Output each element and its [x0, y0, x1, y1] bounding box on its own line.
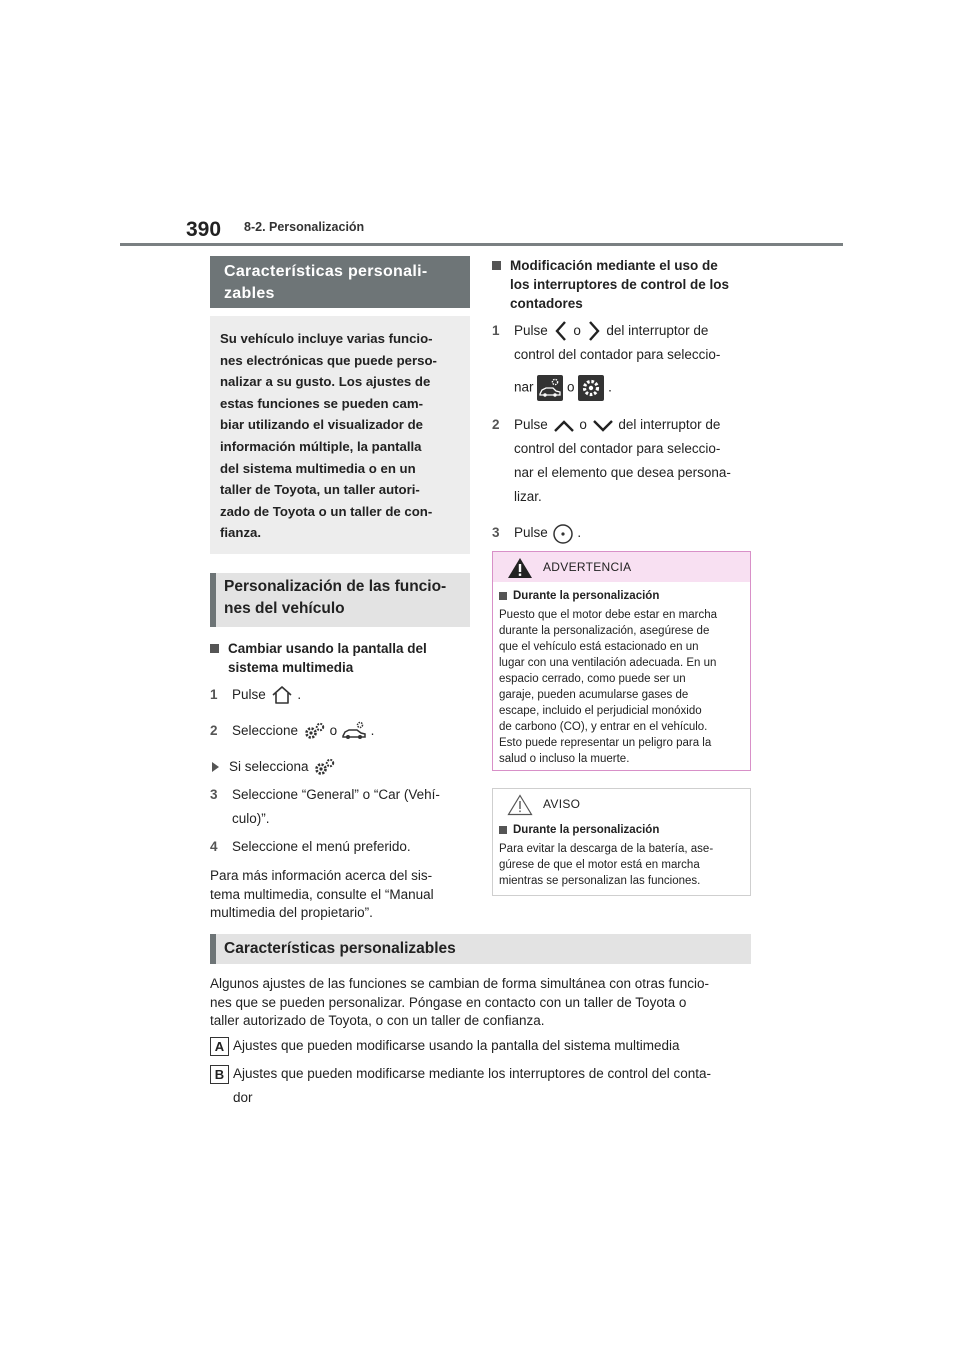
step-text-or: o: [579, 417, 587, 433]
multimedia-note: Para más información acerca del sis- tema multimedia, consulte el “Manual multimedia del propietario”.: [210, 868, 434, 921]
step-text-or: o: [329, 722, 338, 738]
step-number: 2: [210, 722, 218, 738]
step-2: [210, 719, 470, 743]
step-text-line3: [514, 375, 612, 401]
step-text: Seleccione el menú preferido.: [232, 839, 411, 855]
step-number: 3: [210, 787, 218, 803]
right-column: [492, 256, 752, 545]
warning-triangle-icon: [507, 557, 533, 579]
gears-icon: [312, 757, 336, 777]
step-text-after: .: [297, 686, 302, 702]
step-text-select: nar: [514, 380, 534, 395]
sub-heading-text: Modificación mediante el uso de los interruptores de control de los contadores: [510, 258, 730, 311]
bullet-text: [229, 757, 336, 777]
notice-sub-heading: [499, 822, 744, 838]
legend-item-a: [210, 1034, 755, 1058]
chevron-down-icon: [591, 418, 615, 434]
warning-sub-text: Durante la personalización: [513, 590, 660, 602]
step-text-continuation: control del contador para seleccio- nar el elemento que desea persona- lizar.: [514, 441, 731, 505]
step-number: 3: [492, 525, 500, 541]
square-bullet-icon: [499, 826, 507, 834]
sub-heading-text: Cambiar usando la pantalla del sistema multimedia: [228, 640, 427, 675]
heading-text: Personalización de las funcio- nes del vehículo: [224, 577, 447, 617]
notice-title: AVISO: [543, 797, 581, 811]
header-rule: [120, 243, 843, 246]
legend-key-b: B: [210, 1065, 229, 1084]
notice-text: Para evitar la descarga de la batería, ase- gúrese de que el motor está en marcha mientras se personalizan las funciones.: [499, 843, 714, 887]
intro-text: Su vehículo incluye varias funcio- nes electrónicas que puede perso- nalizar a su gusto. Los ajustes de estas funciones se pueden cam- biar utilizando el visualizador de información múltiple, la pantalla del sistema multimedia o en un taller de Toyota, un taller autori- zado de Toyota o un taller de con- fianza.: [220, 331, 437, 541]
chevron-left-icon: [552, 319, 570, 343]
step-text: [514, 319, 752, 401]
square-bullet-icon: [492, 261, 501, 270]
step-text-or: o: [567, 380, 575, 395]
step-text-pulse: Pulse: [514, 417, 548, 433]
bottom-paragraph: Algunos ajustes de las funciones se cambian de forma simultánea con otras funcio- nes que se pueden personalizar. Póngase en contacto con un taller de Toyota o taller autorizado de Toyota, o con un taller de confianza.: [210, 976, 710, 1028]
triangle-bullet-icon: [212, 762, 219, 772]
legend-key-a: A: [210, 1037, 229, 1056]
step-text: Seleccione “General” o “Car (Vehí- culo)”.: [232, 787, 440, 827]
step-text-rest: del interruptor de: [606, 323, 709, 338]
left-column: [210, 256, 470, 923]
step-1: [492, 319, 752, 401]
chevron-right-icon: [585, 319, 603, 343]
warning-body: [493, 582, 750, 773]
step-text: [514, 413, 752, 509]
sub-heading-meter-switches: [492, 256, 752, 313]
page-number: 390: [186, 218, 222, 241]
warning-box: [492, 551, 751, 771]
step-4: [210, 835, 470, 859]
car-settings-tile-icon: [537, 375, 563, 401]
heading-customizable-features-bottom: [210, 934, 751, 964]
warning-header: [493, 552, 750, 582]
bullet-if-selected: [210, 757, 470, 777]
step-text-pulse: Pulse: [514, 525, 548, 541]
step-text-rest: del interruptor de: [618, 417, 721, 433]
step-number: 1: [210, 686, 218, 702]
caution-triangle-icon: [507, 794, 533, 816]
legend-text-a: Ajustes que pueden modificarse usando la pantalla del sistema multimedia: [233, 1038, 680, 1053]
notice-header: [493, 789, 750, 819]
heading-customizable-features: [210, 256, 470, 308]
heading-text: Características personalizables: [224, 940, 456, 957]
section-label: 8-2. Personalización: [244, 220, 365, 234]
step-text: [514, 521, 752, 545]
gear-tile-icon: [578, 375, 604, 401]
step-text-pulse: Pulse: [514, 323, 548, 338]
warning-text: Puesto que el motor debe estar en marcha durante la personalización, asegúrese de que el vehículo está estacionado en un lugar con una ventilación adecuada. En un espacio cerrado, como puede ser un garaje, pueden acumularse gases de escape, incluido el perjudicial monóxido de carbono (CO), y entrar en el vehículo. Esto puede representar un peligro para la salud o incluso la muerte.: [499, 609, 717, 765]
step-text-line2: control del contador para seleccio-: [514, 347, 721, 363]
step-text-end: .: [577, 525, 582, 541]
step-number: 2: [492, 417, 500, 433]
legend-text-b: Ajustes que pueden modificarse mediante los interruptores de control del conta- dor: [233, 1066, 712, 1105]
step-text: [232, 719, 470, 743]
chevron-up-icon: [552, 418, 576, 434]
notice-sub-text: Durante la personalización: [513, 824, 660, 836]
car-settings-icon: [341, 721, 367, 741]
gears-icon: [302, 721, 326, 741]
step-3: [210, 783, 470, 831]
step-number: 4: [210, 839, 218, 855]
step-text-or: o: [573, 323, 581, 338]
square-bullet-icon: [210, 644, 219, 653]
intro-box: [210, 316, 470, 554]
step-text-end: .: [608, 380, 612, 395]
square-bullet-icon: [499, 592, 507, 600]
warning-sub-heading: [499, 588, 744, 604]
step-1: [210, 683, 470, 707]
step-2: [492, 413, 752, 509]
heading-text: Características personali- zables: [224, 263, 428, 302]
notice-body: [493, 819, 750, 895]
legend-item-b: [210, 1062, 755, 1110]
warning-title: ADVERTENCIA: [543, 560, 632, 574]
step-3: [492, 521, 752, 545]
notice-box: [492, 788, 751, 896]
heading-vehicle-customization: [210, 573, 470, 627]
sub-heading-multimedia: [210, 639, 470, 677]
step-number: 1: [492, 323, 500, 338]
enter-button-icon: [552, 523, 574, 545]
home-icon: [270, 684, 294, 706]
bullet-text-label: Si selecciona: [229, 758, 309, 774]
step-text: [232, 683, 470, 707]
step-text-before: Pulse: [232, 686, 266, 702]
step-text-after: .: [370, 722, 375, 738]
step-text-before: Seleccione: [232, 722, 299, 738]
